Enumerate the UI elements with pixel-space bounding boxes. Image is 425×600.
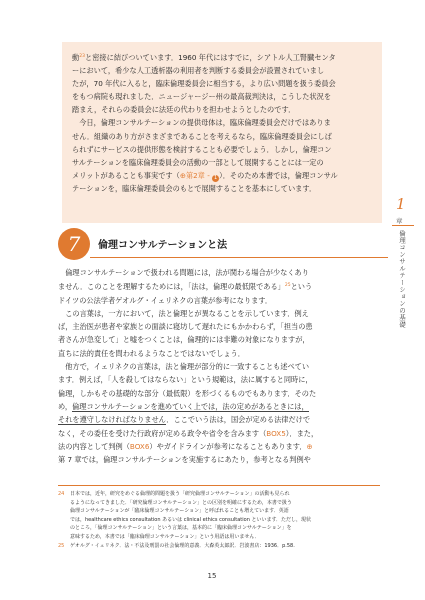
body-line: 直ちに法的責任を問われるようなことではないでしょう． (58, 348, 245, 358)
page-number: 15 (207, 572, 217, 580)
chapter-label: 章 (396, 217, 403, 225)
callout-line: 今日，倫理コンサルテーションの提供母体は，臨床倫理委員会だけではありま (79, 118, 331, 128)
footnote-line: 25 ゲオルグ・イェリネク．法・不法及刑罰の社会倫理的意義．大森英太郎訳．岩波書店：1936．p.58. (58, 542, 295, 549)
callout-line: をもつ病院も現れました．ニュージャージー州の最高裁判決は，こうした状況を (72, 92, 332, 102)
callout-line: たが，70 年代に入ると，臨床倫理委員会に相当する，より広い問題を扱う委員会 (72, 79, 336, 89)
callout-line: 踏まえ，それらの委員会に法廷の代わりを担わせようとしたのです． (72, 105, 296, 115)
body-line: それを遵守しなければなりません．ここでいう法は，国会が定める法律だけで (58, 415, 311, 425)
body-line: ません．このことを理解するためには，「法は，倫理の最低限である」$^{25}$という (58, 282, 313, 292)
body-line: 者さんが急変して」と嘘をつくことは，倫理的には非難の対象になりますが， (58, 335, 310, 345)
section-title: 倫理コンサルテーションと法 (98, 240, 228, 251)
body-line: 倫理コンサルテーションで扱われる問題には，法が関わる場合が少なくあり (65, 268, 309, 277)
body-line: 倫理，しかもその基礎的な部分（最低限）を形づくるものでもあります．そのた (58, 388, 317, 398)
box5-link[interactable]: BOX5 (266, 428, 286, 438)
body-line: め，倫理コンサルテーションを進めていく上では，法の定めがあるときには， (58, 401, 309, 411)
callout-line: ーにおいて，希少な人工透析器の利用者を判断する委員会が設置されていまし (72, 66, 325, 76)
callout-line: 動$^{23}$と密接に結びついています．1960 年代にはすでに，シアトル人工腎臓センタ (72, 53, 336, 62)
underlined-text: 倫理コンサルテーションを進めていく上では，法の定めがあるときには， (72, 401, 309, 411)
sidebar-divider (392, 225, 414, 226)
body-line: 法の内容として判例（BOX6）やガイドラインが参考になることもあります．⊕ (58, 441, 313, 451)
underlined-text: それを遵守しなければなりません (58, 415, 167, 425)
body-line: この言葉は，一方において，法と倫理とが異なることを示しています．例え (65, 308, 309, 318)
callout-line: メリットがあることも事実です（⊕第2章 - 1 ）．そのため本書では，倫理コンサル (72, 170, 338, 181)
callout-line: られずにサービスの提供形態を検討することも必要でしょう．しかし，倫理コン (72, 144, 332, 154)
body-line: ドイツの公法学者ゲオルグ・イェリネクの言葉が参考になります． (58, 295, 273, 305)
arrow-ref-icon: ⊕ (179, 170, 186, 180)
body-line: ば，主治医が患者や家族との面談に寝坊して遅れたにもかかわらず，「担当の患 (58, 322, 313, 332)
footnote-line: 倫理コンサルテーションが「臨床倫理コンサルテーション」と呼ばれることも増えています．英語 (70, 508, 289, 515)
footnote-line: では，healthcare ethics consultation あるいは clinical ethics consultation といいます．ただし，現状 (70, 516, 312, 523)
footnotes (58, 485, 380, 550)
callout-line: テーションを，臨床倫理委員会のもとで展開することを基本にしています． (72, 183, 317, 193)
chapter-title-vertical: 倫理コンサルテーションの基礎 (398, 230, 406, 328)
footnote-line: 24 日本では，近年，研究をめぐる倫理的問題を扱う「研究倫理コンサルテーション」の活動も見られ (58, 491, 290, 497)
footnote-ref[interactable]: 25 (284, 283, 291, 289)
footnote-number: 24 (58, 491, 65, 497)
arrow-ref-icon[interactable]: ⊕ (306, 441, 313, 451)
body-text (58, 266, 380, 466)
callout-box (62, 42, 382, 223)
box6-link[interactable]: BOX6 (129, 441, 150, 451)
callout-line: サルテーションを臨床倫理委員会の活動の一部として展開することには一定の (72, 157, 324, 167)
section-number-badge: 7 (58, 228, 90, 260)
section-heading (58, 228, 388, 262)
heading-rule (90, 257, 388, 258)
body-line: なく，その委任を受けた行政府が定める政令や省令を含みます（BOX5）．また， (58, 428, 319, 438)
body-line: ます．例えば，「人を殺してはならない」という規範は，法に属すると同時に， (58, 375, 313, 385)
footnote-line: るようになってきました．「研究倫理コンサルテーション」との区別を明確にするため，本書で扱う (70, 499, 292, 506)
body-line: 第 7 章では，倫理コンサルテーションを実施するにあたり，参考となる判例や (58, 455, 311, 465)
chapter-cross-ref-link[interactable]: ⊕第2章 - 1 (179, 170, 218, 181)
section-number-circle: 1 (214, 174, 218, 181)
callout-line: せん．組織のあり方がさまざまであることを考えるなら，臨床倫理委員会にしば (72, 131, 332, 141)
footnote-number: 25 (58, 542, 65, 549)
chapter-number: 1 (396, 195, 406, 213)
body-line: 他方で，イェリネクの言葉は，法と倫理が部分的に一致することも述べてい (65, 362, 310, 372)
footnote-line: 意味するため，本書では「臨床倫理コンサルテーション」という用語は用いません． (70, 533, 260, 540)
footnote-ref[interactable]: 23 (79, 54, 85, 59)
footnote-line: のところ，「倫理コンサルテーション」という言葉は，基本的に「臨床倫理コンサルテーション」を (70, 525, 292, 532)
chapter-sidebar-tab (392, 196, 414, 360)
